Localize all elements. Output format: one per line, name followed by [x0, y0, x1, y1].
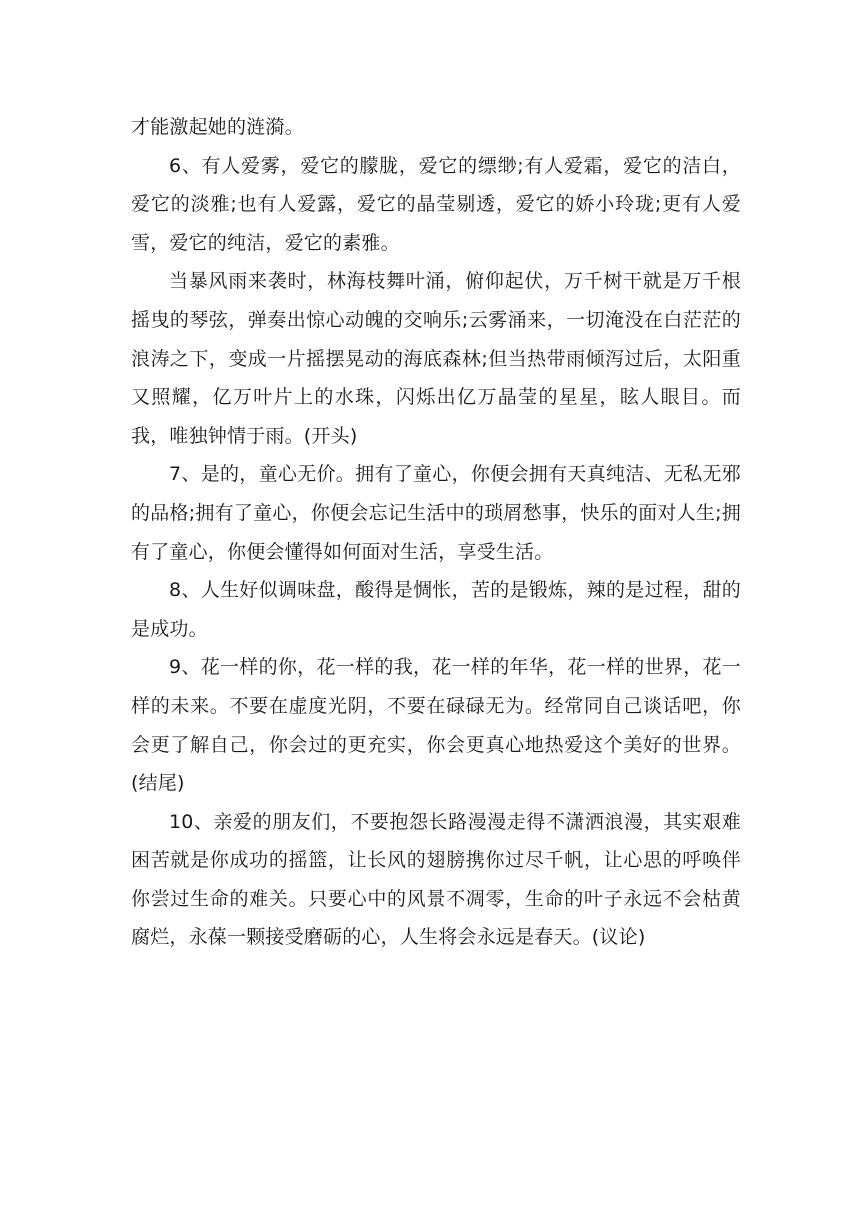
paragraph-6: 6、有人爱雾，爱它的朦胧，爱它的缥缈;有人爱霜，爱它的洁白，爱它的淡雅;也有人爱露，爱它的晶莹剔透，爱它的娇小玲珑;更有人爱雪，爱它的纯洁，爱它的素雅。	[131, 154, 741, 254]
paragraph-continuation: 才能激起她的涟漪。	[131, 116, 304, 138]
paragraph-8: 8、人生好似调味盘，酸得是惆怅，苦的是锻炼，辣的是过程，甜的是成功。	[131, 579, 741, 640]
document-body	[131, 108, 741, 957]
paragraph-10: 10、亲爱的朋友们，不要抱怨长路漫漫走得不潇洒浪漫，其实艰难困苦就是你成功的摇篮，让长风的翅膀携你过尽千帆，让心思的呼唤伴你尝过生命的难关。只要心中的风景不凋零，生命的叶子永远不会枯黄腐烂，永葆一颗接受磨砺的心，人生将会永远是春天。(议论)	[131, 810, 741, 949]
paragraph-9: 9、花一样的你，花一样的我，花一样的年华，花一样的世界，花一样的未来。不要在虚度光阴，不要在碌碌无为。经常同自己谈话吧，你会更了解自己，你会过的更充实，你会更真心地热爱这个美好的世界。(结尾)	[131, 656, 741, 795]
paragraph-storm: 当暴风雨来袭时，林海枝舞叶涌，俯仰起伏，万千树干就是万千根摇曳的琴弦，弹奏出惊心动魄的交响乐;云雾涌来，一切淹没在白茫茫的浪涛之下，变成一片摇摆晃动的海底森林;但当热带雨倾泻过后，太阳重又照耀，亿万叶片上的水珠，闪烁出亿万晶莹的星星，眩人眼目。而我，唯独钟情于雨。(开头)	[131, 270, 741, 447]
paragraph-7: 7、是的，童心无价。拥有了童心，你便会拥有天真纯洁、无私无邪的品格;拥有了童心，你便会忘记生活中的琐屑愁事，快乐的面对人生;拥有了童心，你便会懂得如何面对生活，享受生活。	[131, 463, 741, 563]
